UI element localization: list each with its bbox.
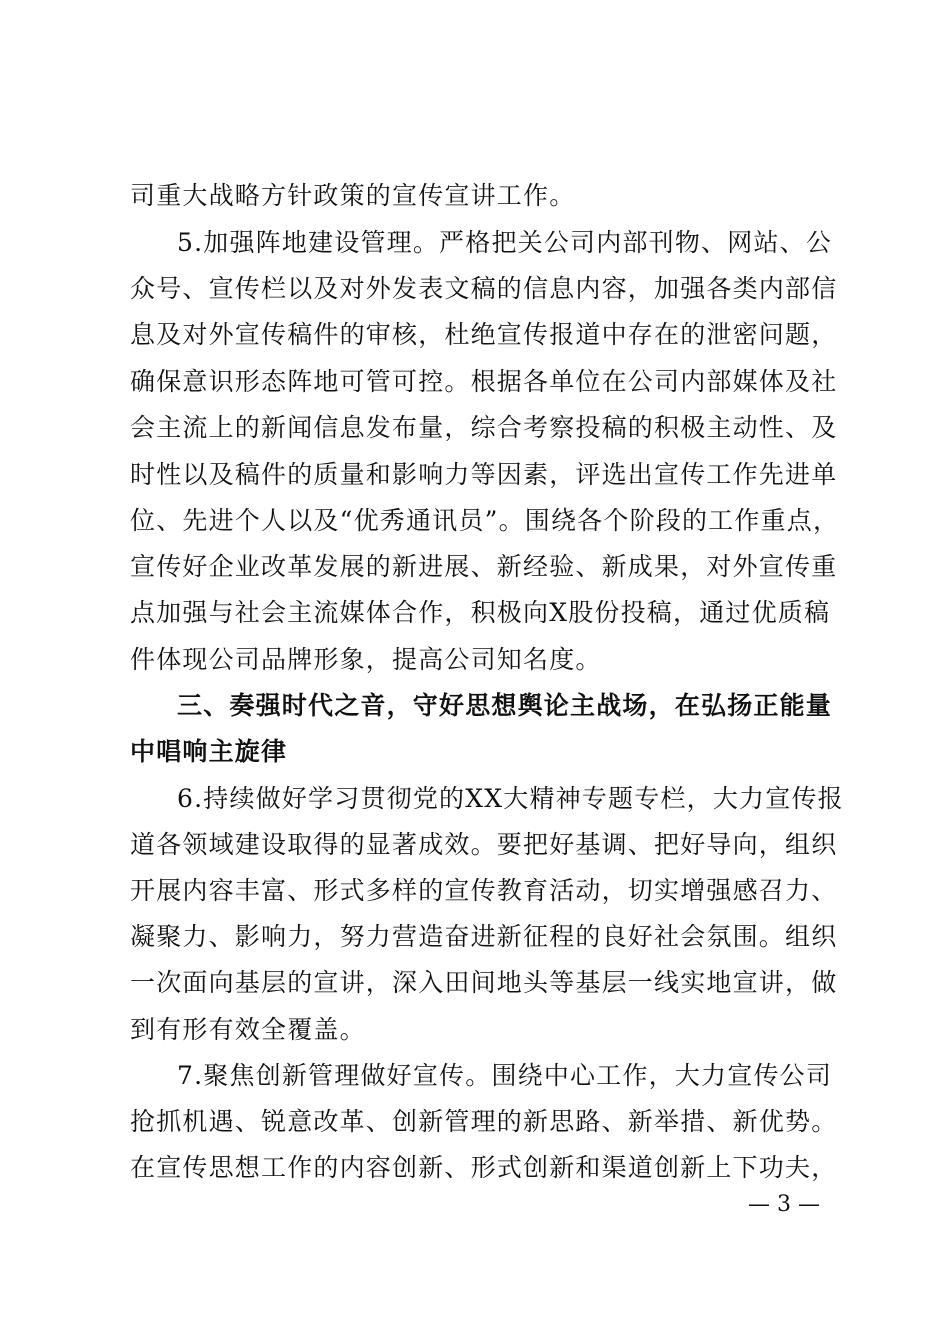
section-heading-continued: 中唱响主旋律 [130, 737, 288, 766]
text-line: 7.聚焦创新管理做好宣传。围绕中心工作，大力宣传公司 [177, 1061, 833, 1090]
page-number: — 3 — [748, 1192, 820, 1217]
text-line: 众号、宣传栏以及对外发表文稿的信息内容，加强各类内部信 [130, 274, 838, 303]
section-heading: 三、奏强时代之音，守好思想舆论主战场，在弘扬正能量 [177, 691, 833, 720]
text-line: 息及对外宣传稿件的审核，杜绝宣传报道中存在的泄密问题， [130, 320, 838, 349]
text-line: 件体现公司品牌形象，提高公司知名度。 [130, 645, 602, 674]
text-line: 在宣传思想工作的内容创新、形式创新和渠道创新上下功夫， [130, 1153, 838, 1182]
text-line: 道各领域建设取得的显著成效。要把好基调、把好导向，组织 [130, 830, 838, 859]
text-line: 位、先进个人以及“优秀通讯员”。围绕各个阶段的工作重点， [130, 506, 840, 535]
text-line: 确保意识形态阵地可管可控。根据各单位在公司内部媒体及社 [130, 367, 838, 396]
text-line: 5.加强阵地建设管理。严格把关公司内部刊物、网站、公 [177, 228, 833, 257]
text-line: 开展内容丰富、形式多样的宣传教育活动，切实增强感召力、 [130, 876, 838, 905]
text-line: 会主流上的新闻信息发布量，综合考察投稿的积极主动性、及 [130, 413, 838, 442]
text-line: 宣传好企业改革发展的新进展、新经验、新成果，对外宣传重 [130, 552, 838, 581]
text-line: 司重大战略方针政策的宣传宣讲工作。 [130, 181, 576, 210]
text-line: 一次面向基层的宣讲，深入田间地头等基层一线实地宣讲，做 [130, 968, 838, 997]
text-line: 凝聚力、影响力，努力营造奋进新征程的良好社会氛围。组织 [130, 922, 838, 951]
text-line: 时性以及稿件的质量和影响力等因素，评选出宣传工作先进单 [130, 460, 838, 489]
text-line: 点加强与社会主流媒体合作，积极向X股份投稿，通过优质稿 [130, 598, 831, 627]
text-line: 抢抓机遇、锐意改革、创新管理的新思路、新举措、新优势。 [130, 1107, 838, 1136]
text-line: 6.持续做好学习贯彻党的XX大精神专题专栏，大力宣传报 [177, 784, 844, 813]
text-line: 到有形有效全覆盖。 [130, 1015, 366, 1044]
